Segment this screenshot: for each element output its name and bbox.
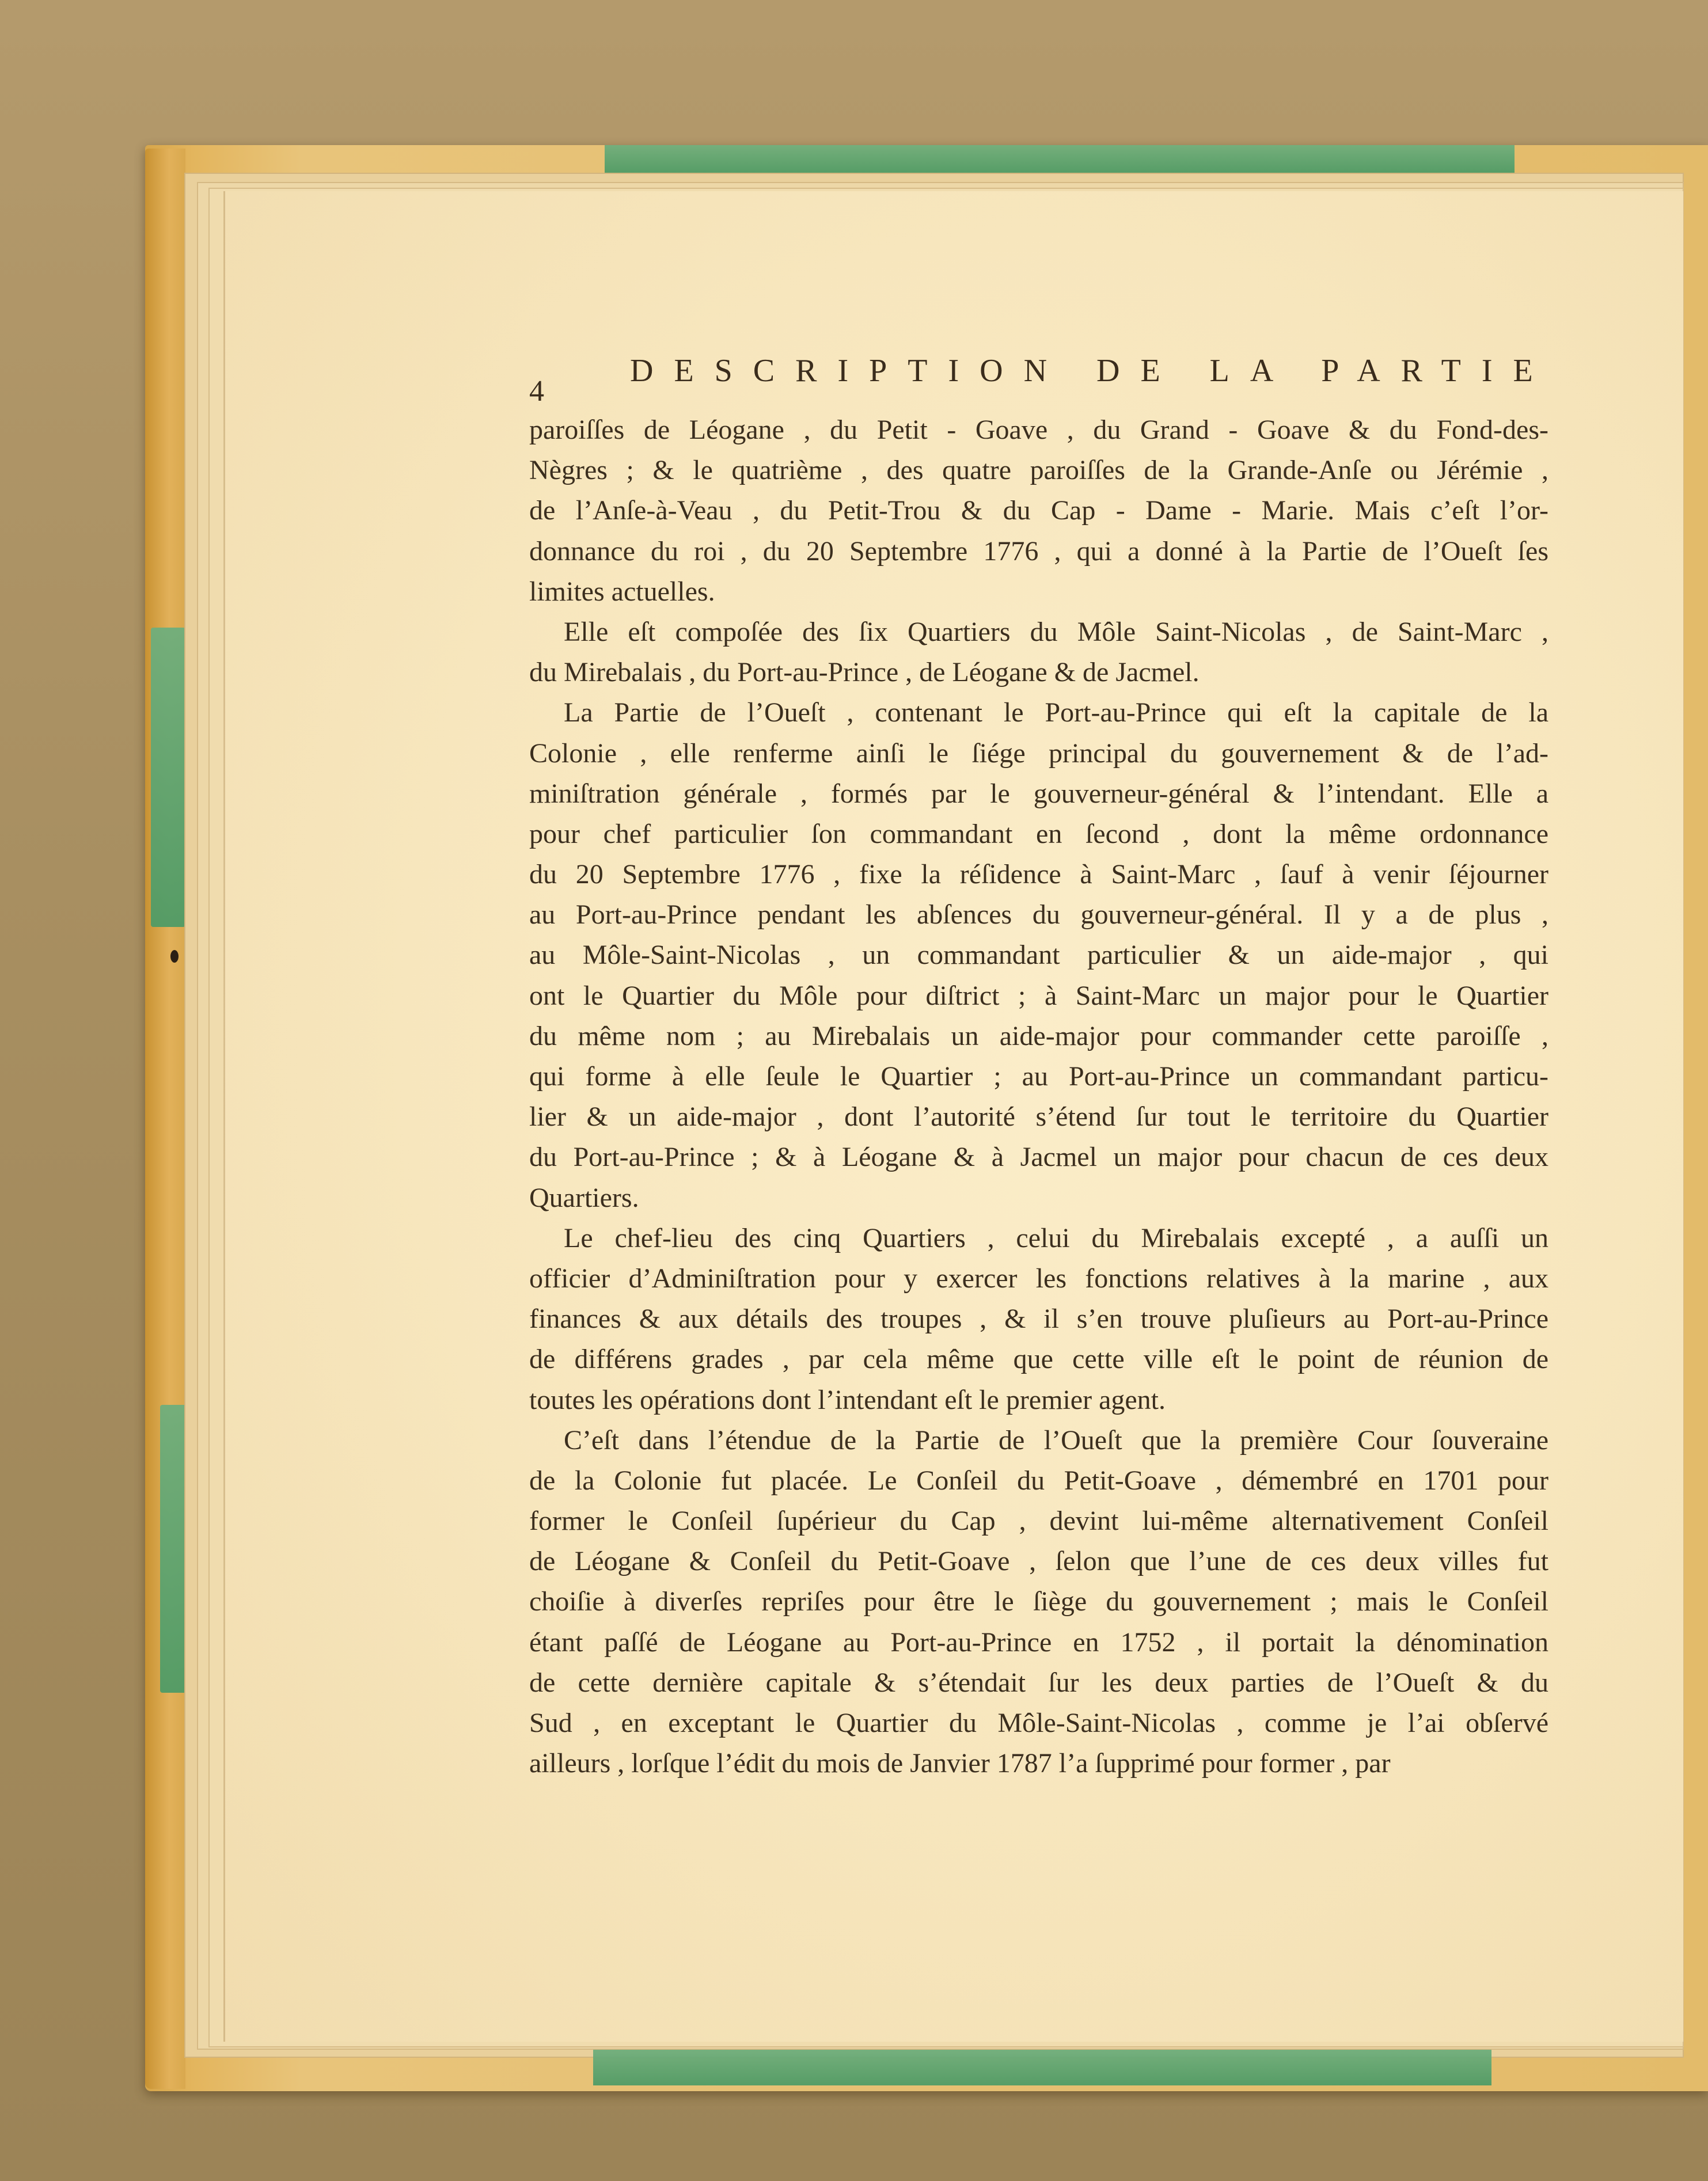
text-line: La Partie de l’Oueſt , contenant le Port-au-Prince qui eſt la capitale de la (564, 697, 1548, 728)
text-line: au Môle-Saint-Nicolas , un commandant particulier & un aide-major , qui (529, 940, 1548, 971)
text-line: de cette dernière capitale & s’étendait ſur les deux parties de l’Oueſt & du (529, 1667, 1548, 1698)
text-line: au Port-au-Prince pendant les abſences du gouverneur-général. Il y a de plus , (529, 899, 1548, 930)
green-endpaper-top (605, 145, 1515, 173)
running-title: DESCRIPTION DE LA PARTIE (630, 353, 1554, 389)
ink-speck (170, 950, 179, 963)
text-line: de Léogane & Conſeil du Petit-Goave , ſelon que l’une de ces deux villes fut (529, 1546, 1548, 1577)
running-head (529, 347, 1554, 410)
text-line: Elle eſt compoſée des ſix Quartiers du Môle Saint-Nicolas , de Saint-Marc , (564, 616, 1548, 647)
text-line: du Mirebalais , du Port-au-Prince , de Léogane & de Jacmel. (529, 657, 1200, 688)
text-line: de l’Anſe-à-Veau , du Petit-Trou & du Cap - Dame - Marie. Mais c’eſt l’or- (529, 495, 1548, 526)
paragraph (529, 1218, 1548, 1420)
text-line: du même nom ; au Mirebalais un aide-major pour commander cette paroiſſe , (529, 1020, 1548, 1051)
green-endpaper-left-upper (151, 628, 185, 927)
text-line: Colonie , elle renferme ainſi le ſiége principal du gouvernement & de l’ad- (529, 738, 1548, 769)
paragraph (529, 410, 1548, 612)
text-line: pour chef particulier ſon commandant en ſecond , dont la même ordonnance (529, 818, 1548, 849)
text-line: toutes les opérations dont l’intendant eſt le premier agent. (529, 1384, 1166, 1415)
text-line: paroiſſes de Léogane , du Petit - Goave , du Grand - Goave & du Fond-des- (529, 415, 1548, 445)
text-line: former le Conſeil ſupérieur du Cap , devint lui-même alternativement Conſeil (529, 1506, 1548, 1537)
text-line: ont le Quartier du Môle pour diſtrict ; à Saint-Marc un major pour le Quartier (529, 980, 1548, 1011)
text-line: qui forme à elle ſeule le Quartier ; au Port-au-Prince un commandant particu- (529, 1061, 1548, 1092)
text-line: étant paſſé de Léogane au Port-au-Prince en 1752 , il portait la dénomination (529, 1627, 1548, 1658)
paragraph (529, 1420, 1548, 1784)
text-line: du 20 Septembre 1776 , fixe la réſidence à Saint-Marc , ſauf à venir ſéjourner (529, 859, 1548, 890)
text-line: Nègres ; & le quatrième , des quatre paroiſſes de la Grande-Anſe ou Jérémie , (529, 455, 1548, 486)
book-spine (145, 149, 185, 2089)
text-line: finances & aux détails des troupes , & il s’en trouve pluſieurs au Port-au-Prince (529, 1304, 1548, 1335)
body-text (529, 410, 1548, 1784)
text-line: limites actuelles. (529, 576, 715, 607)
book-page (223, 191, 1683, 2042)
text-line: donnance du roi , du 20 Septembre 1776 , qui a donné à la Partie de l’Oueſt ſes (529, 535, 1548, 567)
text-line: du Port-au-Prince ; & à Léogane & à Jacmel un major pour chacun de ces deux (529, 1142, 1548, 1173)
text-line: de la Colonie fut placée. Le Conſeil du Petit-Goave , démembré en 1701 pour (529, 1465, 1548, 1496)
paragraph (529, 612, 1548, 693)
text-line: officier d’Adminiſtration pour y exercer les fonctions relatives à la marine , aux (529, 1263, 1548, 1294)
page-content (529, 347, 1554, 1784)
text-line: de différens grades , par cela même que cette ville eſt le point de réunion de (529, 1344, 1548, 1375)
text-line: C’eſt dans l’étendue de la Partie de l’Oueſt que la première Cour ſouveraine (564, 1424, 1548, 1456)
text-line: choiſie à diverſes repriſes pour être le ſiège du gouvernement ; mais le Conſeil (529, 1586, 1548, 1617)
paragraph (529, 693, 1548, 1218)
text-line: ailleurs , lorſque l’édit du mois de Janvier 1787 l’a ſupprimé pour former , par (529, 1748, 1391, 1779)
text-line: lier & un aide-major , dont l’autorité s’étend ſur tout le territoire du Quartier (529, 1101, 1548, 1133)
text-line: Sud , en exceptant le Quartier du Môle-Saint-Nicolas , comme je l’ai obſervé (529, 1708, 1548, 1738)
page-number: 4 (529, 375, 544, 408)
text-line: Le chef-lieu des cinq Quartiers , celui du Mirebalais excepté , a auſſi un (564, 1222, 1548, 1253)
green-endpaper-bottom (593, 2050, 1491, 2085)
text-line: miniſtration générale , formés par le gouverneur-général & l’intendant. Elle a (529, 778, 1548, 809)
text-line: Quartiers. (529, 1182, 639, 1213)
